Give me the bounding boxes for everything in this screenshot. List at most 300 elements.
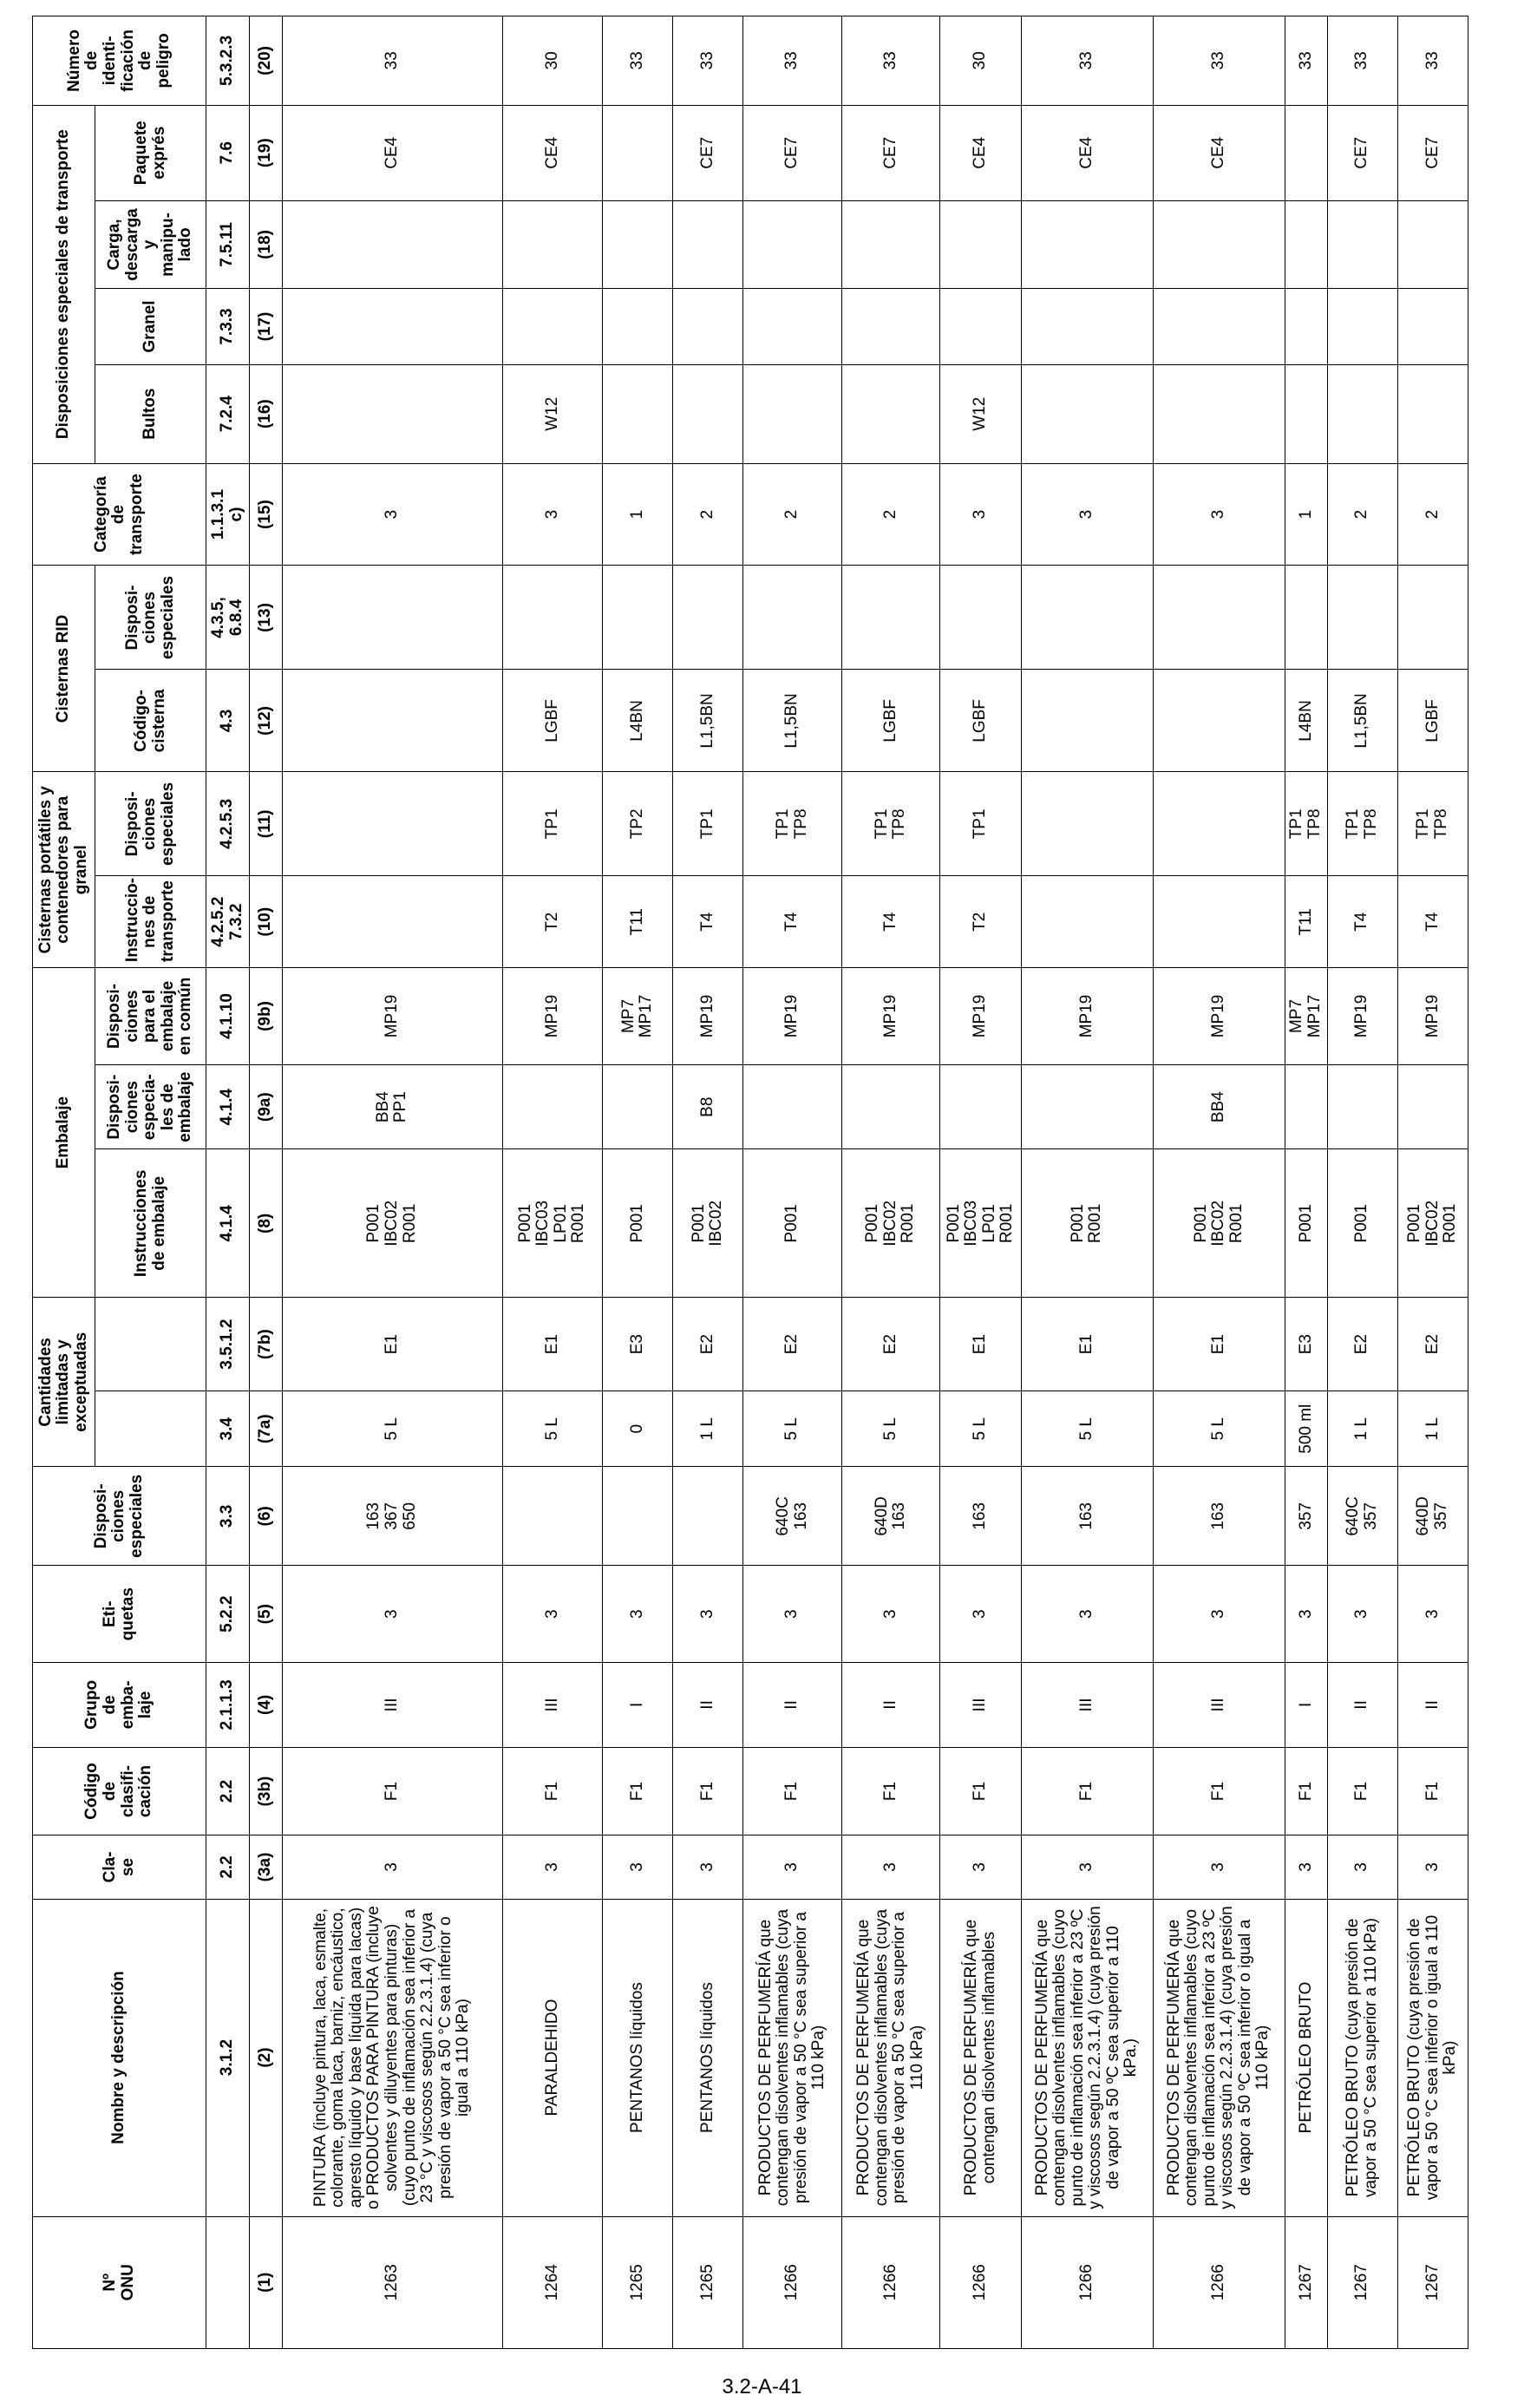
- rid-provisions-cell: [1285, 566, 1327, 670]
- express-cell: CE7: [841, 105, 940, 200]
- mixed-packing-cell: MP19: [1153, 968, 1285, 1065]
- transport-category-cell: 3: [1021, 463, 1153, 566]
- rid-provisions-cell: [1327, 566, 1397, 670]
- labels-cell: 3: [1285, 1566, 1327, 1663]
- tank-provisions-cell: TP2: [603, 772, 673, 876]
- packing-group-cell: II: [1397, 1663, 1468, 1748]
- special-packing-cell: [841, 1064, 940, 1149]
- limited-quantity-cell: 0: [603, 1391, 673, 1467]
- header-bulk: Granel: [95, 289, 206, 364]
- packing-instructions-cell: P001: [1285, 1149, 1327, 1298]
- reference-cell: 3.1.2: [206, 1899, 250, 2216]
- name-cell: PRODUCTOS DE PERFUMERÍA que contengan disolventes inflamables (cuya presión de vapor a 50 °C sea superior a 110 kPa): [743, 1899, 842, 2216]
- tank-provisions-cell: [1153, 772, 1285, 876]
- hazard-number-cell: 33: [283, 16, 503, 106]
- tank-instructions-cell: [283, 876, 503, 968]
- un-number-cell: 1264: [502, 2216, 603, 2348]
- un-number-cell: 1263: [283, 2216, 503, 2348]
- excepted-quantity-cell: E1: [502, 1298, 603, 1391]
- labels-cell: 3: [1021, 1566, 1153, 1663]
- column-number-cell: (15): [250, 463, 283, 566]
- transport-category-cell: 1: [1285, 463, 1327, 566]
- transport-category-cell: 3: [1153, 463, 1285, 566]
- classification-code-cell: F1: [603, 1747, 673, 1835]
- classification-code-cell: F1: [940, 1747, 1021, 1835]
- transport-category-cell: 1: [603, 463, 673, 566]
- packages-cell: [841, 364, 940, 463]
- name-cell: PARALDEHIDO: [502, 1899, 603, 2216]
- name-cell: PRODUCTOS DE PERFUMERÍA que contengan disolventes inflamables: [940, 1899, 1021, 2216]
- column-number-cell: (3b): [250, 1747, 283, 1835]
- hazard-number-cell: 33: [841, 16, 940, 106]
- header-loading-handling: Carga, descarga y manipu- lado: [95, 200, 206, 289]
- special-packing-cell: [502, 1064, 603, 1149]
- classification-code-cell: F1: [673, 1747, 743, 1835]
- header-labels: Eti- quetas: [33, 1566, 206, 1663]
- bulk-cell: [1285, 289, 1327, 364]
- express-cell: CE7: [673, 105, 743, 200]
- labels-cell: 3: [743, 1566, 842, 1663]
- transport-category-cell: 3: [940, 463, 1021, 566]
- classification-code-cell: F1: [1021, 1747, 1153, 1835]
- tank-provisions-cell: TP1: [940, 772, 1021, 876]
- express-cell: [603, 105, 673, 200]
- reference-row: [206, 16, 250, 2349]
- loading-cell: [603, 200, 673, 289]
- table-row: [502, 16, 603, 2349]
- un-number-cell: 1267: [1327, 2216, 1397, 2348]
- special-packing-cell: [1327, 1064, 1397, 1149]
- packing-group-cell: II: [673, 1663, 743, 1748]
- reference-cell: 1.1.3.1 c): [206, 463, 250, 566]
- reference-cell: 2.1.1.3: [206, 1663, 250, 1748]
- hazard-number-cell: 30: [940, 16, 1021, 106]
- reference-cell: 3.5.1.2: [206, 1298, 250, 1391]
- un-number-cell: 1265: [603, 2216, 673, 2348]
- packing-group-cell: I: [1285, 1663, 1327, 1748]
- transport-category-cell: 2: [841, 463, 940, 566]
- reference-cell: 4.3.5, 6.8.4: [206, 566, 250, 670]
- special-provisions-cell: [603, 1467, 673, 1566]
- un-number-cell: 1266: [743, 2216, 842, 2348]
- limited-quantity-cell: 5 L: [940, 1391, 1021, 1467]
- transport-category-cell: 3: [502, 463, 603, 566]
- rotated-table-page: [32, 16, 1468, 2349]
- bulk-cell: [743, 289, 842, 364]
- column-number-row: [250, 16, 283, 2349]
- packing-instructions-cell: P001 IBC02 R001: [1397, 1149, 1468, 1298]
- class-cell: 3: [502, 1835, 603, 1899]
- header-hazard-number: Número de identi- ficación de peligro: [33, 16, 206, 106]
- packing-group-cell: III: [283, 1663, 503, 1748]
- tank-code-cell: LGBF: [1397, 670, 1468, 772]
- packing-group-cell: III: [1153, 1663, 1285, 1748]
- name-cell: PETRÓLEO BRUTO (cuya presión de vapor a 50 °C sea inferior o igual a 110 kPa): [1397, 1899, 1468, 2216]
- packing-group-cell: III: [502, 1663, 603, 1748]
- tank-instructions-cell: T4: [743, 876, 842, 968]
- limited-quantity-cell: 1 L: [673, 1391, 743, 1467]
- name-cell: PETRÓLEO BRUTO: [1285, 1899, 1327, 2216]
- excepted-quantity-cell: E2: [673, 1298, 743, 1391]
- packing-instructions-cell: P001: [1327, 1149, 1397, 1298]
- special-packing-cell: BB4: [1153, 1064, 1285, 1149]
- tank-provisions-cell: TP1: [673, 772, 743, 876]
- table-row: [940, 16, 1021, 2349]
- rid-provisions-cell: [1397, 566, 1468, 670]
- packing-group-cell: III: [940, 1663, 1021, 1748]
- hazard-number-cell: 33: [743, 16, 842, 106]
- packing-instructions-cell: P001 IBC03 LP01 R001: [502, 1149, 603, 1298]
- tank-code-cell: LGBF: [940, 670, 1021, 772]
- column-number-cell: (19): [250, 105, 283, 200]
- limited-quantity-cell: 5 L: [283, 1391, 503, 1467]
- reference-cell: 3.3: [206, 1467, 250, 1566]
- tank-instructions-cell: T4: [673, 876, 743, 968]
- un-number-cell: 1265: [673, 2216, 743, 2348]
- classification-code-cell: F1: [1397, 1747, 1468, 1835]
- special-packing-cell: [1397, 1064, 1468, 1149]
- column-number-cell: (4): [250, 1663, 283, 1748]
- reference-cell: 4.3: [206, 670, 250, 772]
- header-limited-blank: [95, 1391, 206, 1467]
- class-cell: 3: [940, 1835, 1021, 1899]
- reference-cell: 2.2: [206, 1747, 250, 1835]
- un-number-cell: 1267: [1285, 2216, 1327, 2348]
- labels-cell: 3: [283, 1566, 503, 1663]
- special-provisions-cell: 357: [1285, 1467, 1327, 1566]
- column-number-cell: (16): [250, 364, 283, 463]
- header-tank-code: Código- cisterna: [95, 670, 206, 772]
- special-provisions-cell: 163 367 650: [283, 1467, 503, 1566]
- special-packing-cell: [603, 1064, 673, 1149]
- rid-provisions-cell: [743, 566, 842, 670]
- tank-provisions-cell: TP1 TP8: [1397, 772, 1468, 876]
- column-number-cell: (2): [250, 1899, 283, 2216]
- column-number-cell: (13): [250, 566, 283, 670]
- reference-cell: 4.2.5.2 7.3.2: [206, 876, 250, 968]
- labels-cell: 3: [841, 1566, 940, 1663]
- special-packing-cell: [743, 1064, 842, 1149]
- header-transport-category: Categoría de transporte: [33, 463, 206, 566]
- loading-cell: [743, 200, 842, 289]
- header-packaging: Embalaje: [33, 968, 95, 1298]
- express-cell: CE4: [283, 105, 503, 200]
- header-special-transport-provisions: Disposiciones especiales de transporte: [33, 105, 95, 463]
- mixed-packing-cell: MP19: [502, 968, 603, 1065]
- limited-quantity-cell: 500 ml: [1285, 1391, 1327, 1467]
- column-number-cell: (11): [250, 772, 283, 876]
- classification-code-cell: F1: [283, 1747, 503, 1835]
- labels-cell: 3: [603, 1566, 673, 1663]
- header-special-provisions: Disposi- ciones especiales: [33, 1467, 206, 1566]
- hazard-number-cell: 33: [1153, 16, 1285, 106]
- tank-provisions-cell: [283, 772, 503, 876]
- bulk-cell: [1397, 289, 1468, 364]
- hazard-number-cell: 33: [673, 16, 743, 106]
- class-cell: 3: [1153, 1835, 1285, 1899]
- header-rid-special-provisions: Disposi- ciones especiales: [95, 566, 206, 670]
- tank-instructions-cell: T11: [1285, 876, 1327, 968]
- limited-quantity-cell: 5 L: [502, 1391, 603, 1467]
- express-cell: CE4: [940, 105, 1021, 200]
- special-provisions-cell: [673, 1467, 743, 1566]
- packing-instructions-cell: P001 R001: [1021, 1149, 1153, 1298]
- loading-cell: [940, 200, 1021, 289]
- class-cell: 3: [1397, 1835, 1468, 1899]
- classification-code-cell: F1: [1327, 1747, 1397, 1835]
- packages-cell: [1397, 364, 1468, 463]
- excepted-quantity-cell: E3: [1285, 1298, 1327, 1391]
- tank-provisions-cell: TP1 TP8: [743, 772, 842, 876]
- reference-cell: 4.1.4: [206, 1064, 250, 1149]
- excepted-quantity-cell: E1: [940, 1298, 1021, 1391]
- header-limited-quantities: Cantidades limitadas y exceptuadas: [33, 1298, 95, 1467]
- loading-cell: [1153, 200, 1285, 289]
- column-number-cell: (12): [250, 670, 283, 772]
- transport-category-cell: 2: [673, 463, 743, 566]
- rid-provisions-cell: [940, 566, 1021, 670]
- column-number-cell: (7a): [250, 1391, 283, 1467]
- special-provisions-cell: 640D 163: [841, 1467, 940, 1566]
- name-cell: PRODUCTOS DE PERFUMERÍA que contengan disolventes inflamables (cuyo punto de inflamación sea inferior a 23 ºC y viscosos según 2.2.3.1.4) (cuya presión de vapor a 50 ºC sea inferior o igual a 110 kPa): [1153, 1899, 1285, 2216]
- excepted-quantity-cell: E1: [283, 1298, 503, 1391]
- packages-cell: [603, 364, 673, 463]
- header-name-description: Nombre y descripción: [33, 1899, 206, 2216]
- packing-instructions-cell: P001 IBC02 R001: [841, 1149, 940, 1298]
- mixed-packing-cell: MP7 MP17: [1285, 968, 1327, 1065]
- un-number-cell: 1266: [841, 2216, 940, 2348]
- packages-cell: [1021, 364, 1153, 463]
- packages-cell: [673, 364, 743, 463]
- classification-code-cell: F1: [1153, 1747, 1285, 1835]
- packing-group-cell: II: [743, 1663, 842, 1748]
- reference-cell: 2.2: [206, 1835, 250, 1899]
- bulk-cell: [502, 289, 603, 364]
- special-packing-cell: [940, 1064, 1021, 1149]
- hazard-number-cell: 30: [502, 16, 603, 106]
- special-provisions-cell: 640C 163: [743, 1467, 842, 1566]
- express-cell: CE7: [1397, 105, 1468, 200]
- tank-code-cell: [1153, 670, 1285, 772]
- excepted-quantity-cell: E2: [841, 1298, 940, 1391]
- column-number-cell: (5): [250, 1566, 283, 1663]
- packing-instructions-cell: P001: [743, 1149, 842, 1298]
- hazard-number-cell: 33: [603, 16, 673, 106]
- hazard-number-cell: 33: [1285, 16, 1327, 106]
- packages-cell: W12: [502, 364, 603, 463]
- mixed-packing-cell: MP19: [1021, 968, 1153, 1065]
- header-portable-tanks: Cisternas portátiles y contenedores para granel: [33, 772, 95, 968]
- classification-code-cell: F1: [1285, 1747, 1327, 1835]
- limited-quantity-cell: 1 L: [1327, 1391, 1397, 1467]
- header-tank-special-provisions: Disposi- ciones especiales: [95, 772, 206, 876]
- loading-cell: [502, 200, 603, 289]
- excepted-quantity-cell: E2: [743, 1298, 842, 1391]
- bulk-cell: [603, 289, 673, 364]
- header-special-packing-provisions: Disposi- ciones especia- les de embalaje: [95, 1064, 206, 1149]
- un-number-cell: 1267: [1397, 2216, 1468, 2348]
- packages-cell: [1153, 364, 1285, 463]
- rid-provisions-cell: [841, 566, 940, 670]
- column-number-cell: (20): [250, 16, 283, 106]
- header-express-parcels: Paquete exprés: [95, 105, 206, 200]
- packages-cell: [283, 364, 503, 463]
- rid-provisions-cell: [502, 566, 603, 670]
- tank-code-cell: [1021, 670, 1153, 772]
- bulk-cell: [940, 289, 1021, 364]
- labels-cell: 3: [1327, 1566, 1397, 1663]
- special-provisions-cell: [502, 1467, 603, 1566]
- packing-instructions-cell: P001 IBC03 LP01 R001: [940, 1149, 1021, 1298]
- header-packages: Bultos: [95, 364, 206, 463]
- mixed-packing-cell: MP19: [841, 968, 940, 1065]
- loading-cell: [841, 200, 940, 289]
- express-cell: CE7: [743, 105, 842, 200]
- packages-cell: [1327, 364, 1397, 463]
- reference-cell: 7.2.4: [206, 364, 250, 463]
- hazard-number-cell: 33: [1021, 16, 1153, 106]
- reference-cell: [206, 2216, 250, 2348]
- special-packing-cell: [1021, 1064, 1153, 1149]
- class-cell: 3: [283, 1835, 503, 1899]
- reference-cell: 5.2.2: [206, 1566, 250, 1663]
- tank-provisions-cell: TP1 TP8: [841, 772, 940, 876]
- table-row: [1397, 16, 1468, 2349]
- tank-instructions-cell: T2: [502, 876, 603, 968]
- packing-group-cell: II: [1327, 1663, 1397, 1748]
- hazard-number-cell: 33: [1327, 16, 1397, 106]
- special-packing-cell: BB4 PP1: [283, 1064, 503, 1149]
- header-exempted-blank: [95, 1298, 206, 1391]
- header-packing-instructions: Instrucciones de embalaje: [95, 1149, 206, 1298]
- header-class: Cla- se: [33, 1835, 206, 1899]
- page-number: 3.2-A-41: [722, 2375, 802, 2398]
- packing-instructions-cell: P001 IBC02: [673, 1149, 743, 1298]
- name-cell: PRODUCTOS DE PERFUMERÍA que contengan disolventes inflamables (cuyo punto de inflamación sea inferior a 23 ºC y viscosos según 2.2.3.1.4) (cuya presión de vapor a 50 ºC sea superior a 110 kPa.): [1021, 1899, 1153, 2216]
- packing-instructions-cell: P001 IBC02 R001: [1153, 1149, 1285, 1298]
- transport-category-cell: 2: [1397, 463, 1468, 566]
- special-packing-cell: B8: [673, 1064, 743, 1149]
- mixed-packing-cell: MP7 MP17: [603, 968, 673, 1065]
- excepted-quantity-cell: E1: [1021, 1298, 1153, 1391]
- labels-cell: 3: [673, 1566, 743, 1663]
- special-provisions-cell: 163: [940, 1467, 1021, 1566]
- dangerous-goods-table: [32, 16, 1468, 2349]
- table-row: [603, 16, 673, 2349]
- column-number-cell: (9a): [250, 1064, 283, 1149]
- mixed-packing-cell: MP19: [743, 968, 842, 1065]
- tank-instructions-cell: T11: [603, 876, 673, 968]
- tank-code-cell: L4BN: [1285, 670, 1327, 772]
- class-cell: 3: [1327, 1835, 1397, 1899]
- hazard-number-cell: 33: [1397, 16, 1468, 106]
- tank-instructions-cell: T2: [940, 876, 1021, 968]
- mixed-packing-cell: MP19: [673, 968, 743, 1065]
- table-row: [841, 16, 940, 2349]
- header-tank-instructions: Instruccio- nes de transporte: [95, 876, 206, 968]
- loading-cell: [1021, 200, 1153, 289]
- labels-cell: 3: [940, 1566, 1021, 1663]
- header-rid-tanks: Cisternas RID: [33, 566, 95, 772]
- name-cell: PENTANOS líquidos: [603, 1899, 673, 2216]
- tank-code-cell: LGBF: [502, 670, 603, 772]
- tank-instructions-cell: T4: [841, 876, 940, 968]
- reference-cell: 4.2.5.3: [206, 772, 250, 876]
- reference-cell: 4.1.4: [206, 1149, 250, 1298]
- rid-provisions-cell: [283, 566, 503, 670]
- table-row: [1021, 16, 1153, 2349]
- tank-provisions-cell: TP1: [502, 772, 603, 876]
- excepted-quantity-cell: E2: [1397, 1298, 1468, 1391]
- mixed-packing-cell: MP19: [1327, 968, 1397, 1065]
- labels-cell: 3: [502, 1566, 603, 1663]
- class-cell: 3: [603, 1835, 673, 1899]
- header-classification-code: Código de clasifi- cación: [33, 1747, 206, 1835]
- bulk-cell: [1327, 289, 1397, 364]
- labels-cell: 3: [1153, 1566, 1285, 1663]
- mixed-packing-cell: MP19: [940, 968, 1021, 1065]
- mixed-packing-cell: MP19: [1397, 968, 1468, 1065]
- column-number-cell: (17): [250, 289, 283, 364]
- mixed-packing-cell: MP19: [283, 968, 503, 1065]
- column-number-cell: (3a): [250, 1835, 283, 1899]
- tank-provisions-cell: TP1 TP8: [1327, 772, 1397, 876]
- special-provisions-cell: 640C 357: [1327, 1467, 1397, 1566]
- tank-provisions-cell: TP1 TP8: [1285, 772, 1327, 876]
- tank-code-cell: L1,5BN: [1327, 670, 1397, 772]
- special-provisions-cell: 640D 357: [1397, 1467, 1468, 1566]
- un-number-cell: 1266: [940, 2216, 1021, 2348]
- tank-instructions-cell: [1153, 876, 1285, 968]
- un-number-cell: 1266: [1153, 2216, 1285, 2348]
- limited-quantity-cell: 5 L: [1021, 1391, 1153, 1467]
- special-provisions-cell: 163: [1021, 1467, 1153, 1566]
- name-cell: PETRÓLEO BRUTO (cuya presión de vapor a 50 °C sea superior a 110 kPa): [1327, 1899, 1397, 2216]
- column-number-cell: (10): [250, 876, 283, 968]
- name-cell: PINTURA (incluye pintura, laca, esmalte, colorante, goma laca, barniz, encáustico, apresto líquido y base líquida para lacas) o PRODUCTOS PARA PINTURA (incluye solventes y diluyentes para pinturas) (cuyo punto de inflamación sea inferior a 23 °C y viscosos según 2.2.3.1.4) (cuya presión de vapor a 50 °C sea inferior o igual a 110 kPa): [283, 1899, 503, 2216]
- transport-category-cell: 3: [283, 463, 503, 566]
- bulk-cell: [841, 289, 940, 364]
- limited-quantity-cell: 5 L: [841, 1391, 940, 1467]
- loading-cell: [1327, 200, 1397, 289]
- excepted-quantity-cell: E1: [1153, 1298, 1285, 1391]
- reference-cell: 7.3.3: [206, 289, 250, 364]
- tank-code-cell: [283, 670, 503, 772]
- column-number-cell: (6): [250, 1467, 283, 1566]
- classification-code-cell: F1: [743, 1747, 842, 1835]
- tank-code-cell: LGBF: [841, 670, 940, 772]
- class-cell: 3: [743, 1835, 842, 1899]
- express-cell: CE4: [1153, 105, 1285, 200]
- labels-cell: 3: [1397, 1566, 1468, 1663]
- column-number-cell: (7b): [250, 1298, 283, 1391]
- tank-provisions-cell: [1021, 772, 1153, 876]
- tank-instructions-cell: T4: [1327, 876, 1397, 968]
- rid-provisions-cell: [1153, 566, 1285, 670]
- special-provisions-cell: 163: [1153, 1467, 1285, 1566]
- limited-quantity-cell: 1 L: [1397, 1391, 1468, 1467]
- packing-instructions-cell: P001 IBC02 R001: [283, 1149, 503, 1298]
- packages-cell: W12: [940, 364, 1021, 463]
- reference-cell: 3.4: [206, 1391, 250, 1467]
- table-body: [283, 16, 1468, 2349]
- bulk-cell: [283, 289, 503, 364]
- reference-cell: 5.3.2.3: [206, 16, 250, 106]
- header-mixed-packing-provisions: Disposi- ciones para el embalaje en común: [95, 968, 206, 1065]
- packing-group-cell: II: [841, 1663, 940, 1748]
- table-row: [1285, 16, 1327, 2349]
- table-row: [743, 16, 842, 2349]
